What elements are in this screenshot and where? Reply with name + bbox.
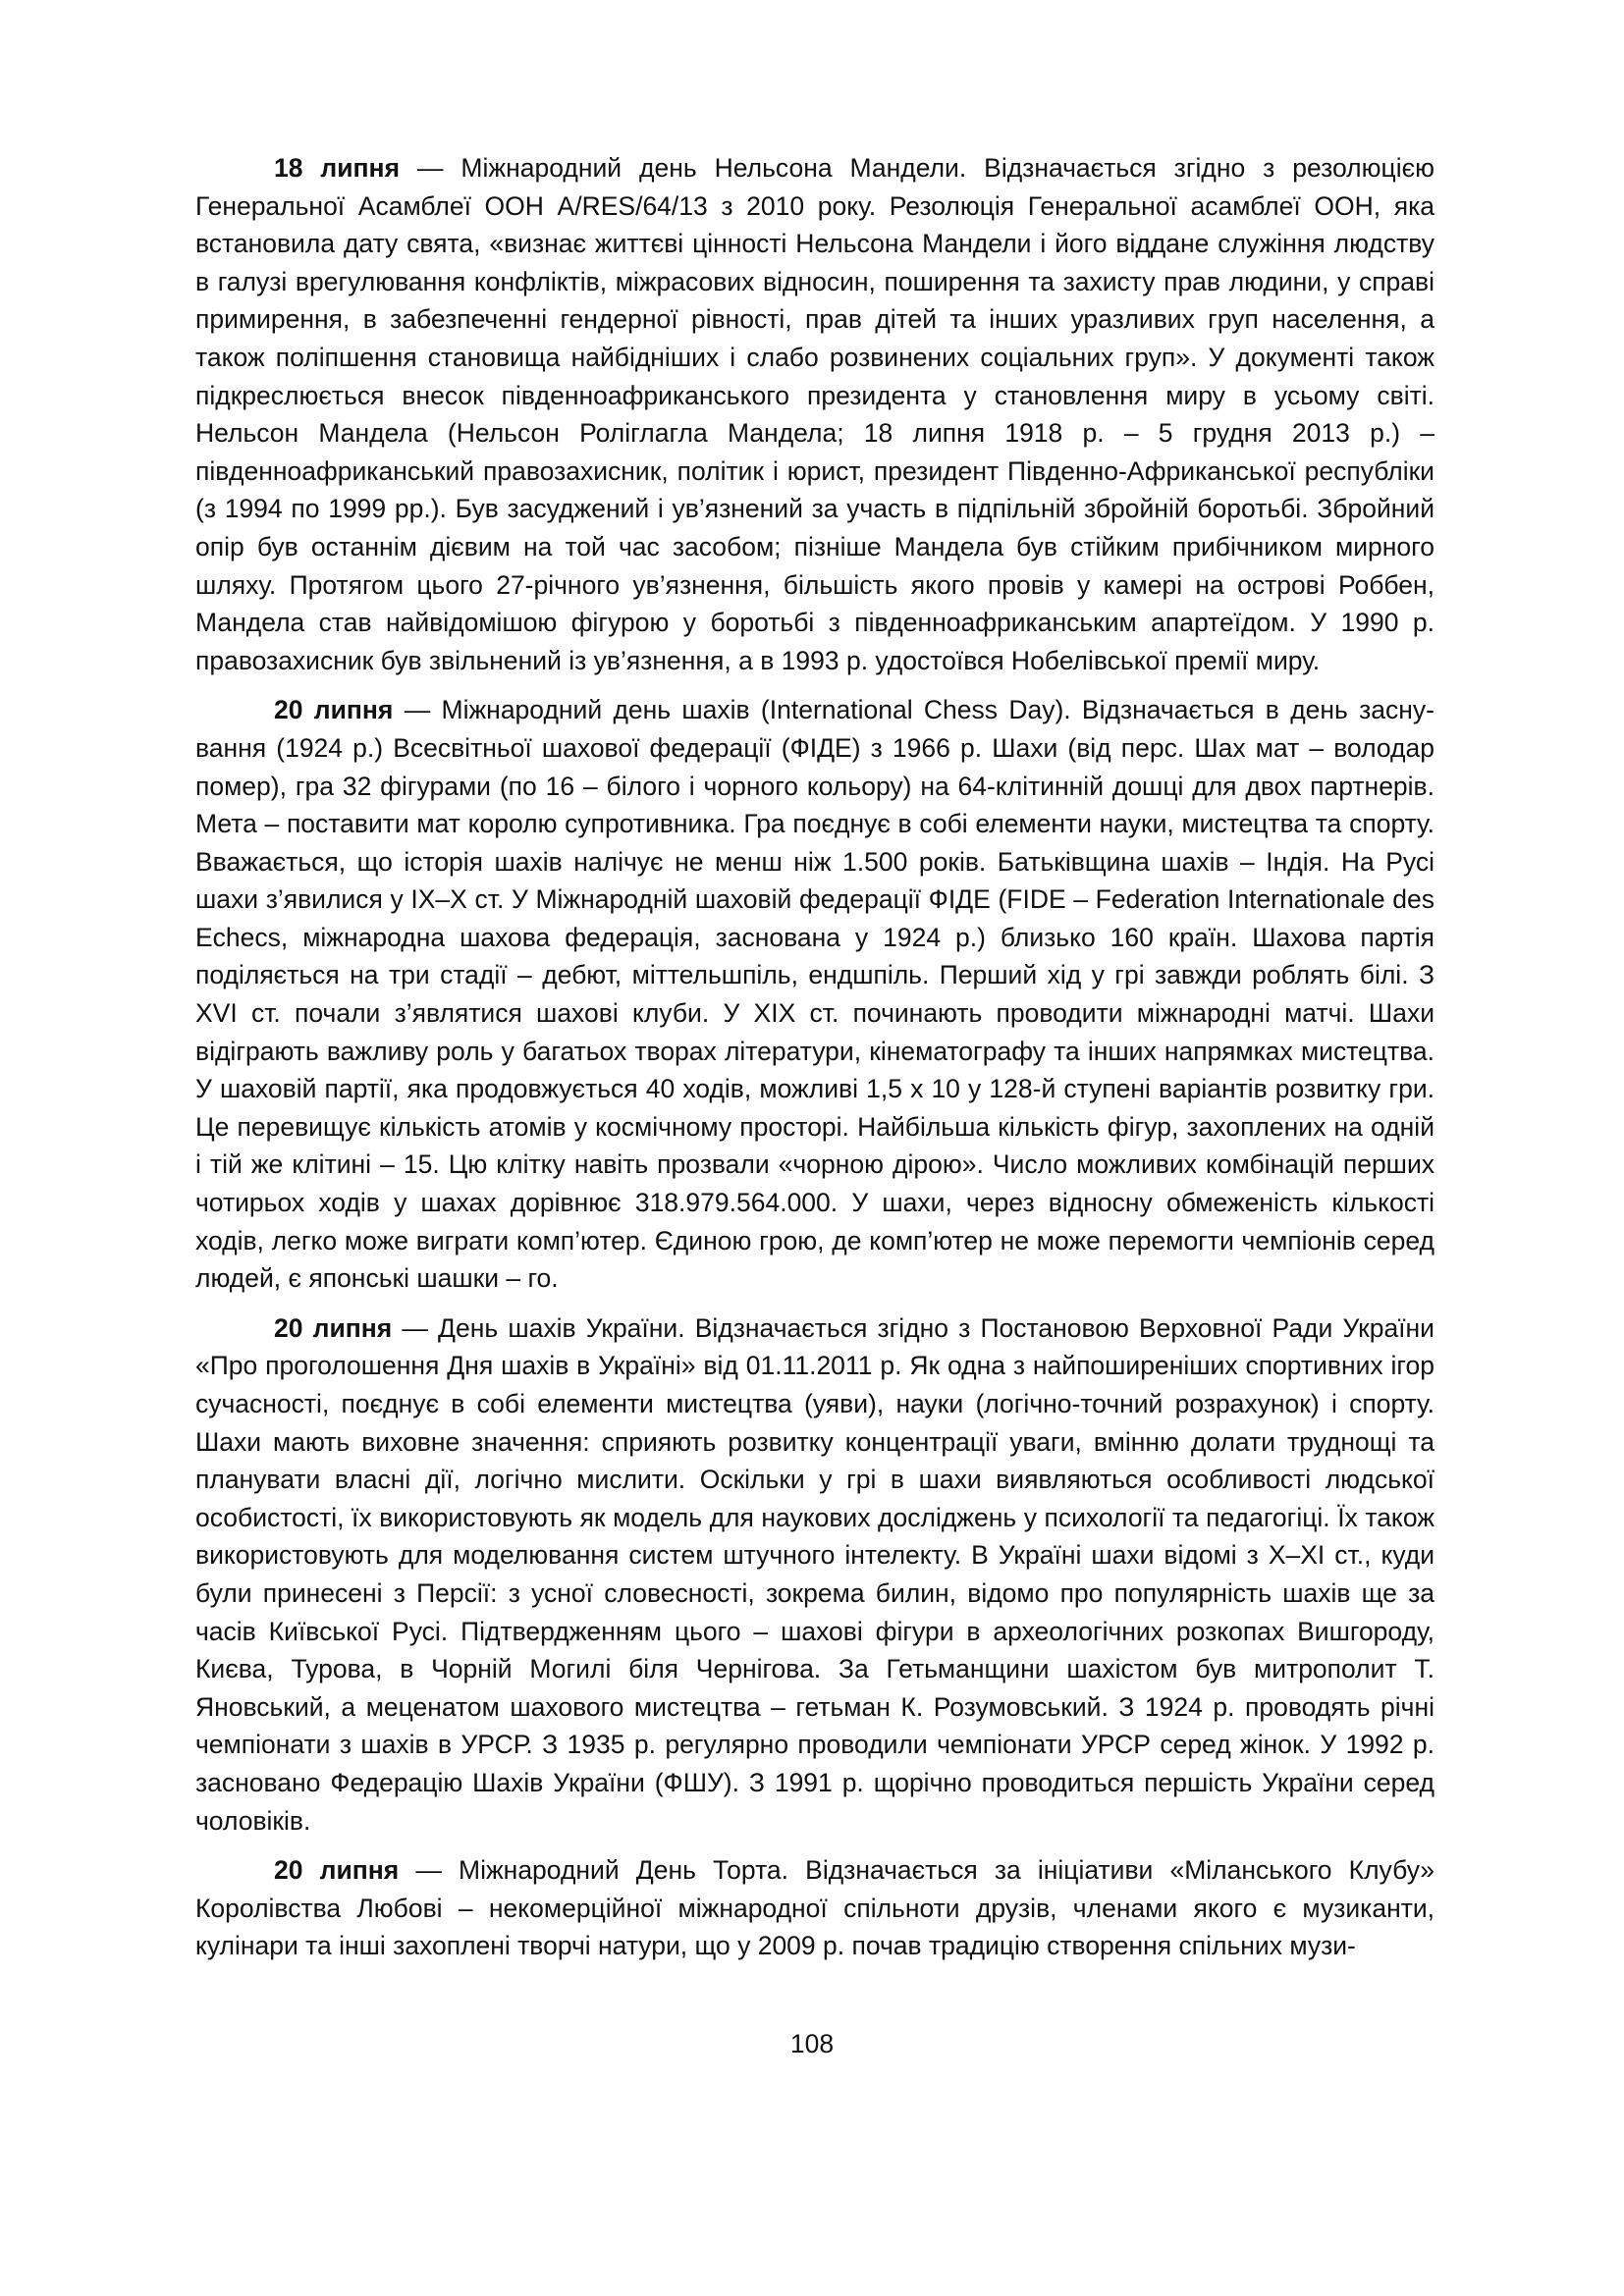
document-body [195, 149, 1435, 1977]
entry-ukraine-chess-day [195, 1309, 1435, 1840]
entry-text: — Міжнародний день Нельсона Мандели. Відзначається згідно з резолюцією Генеральної Асамблеї ООН A/RES/64/13 з 2010 року. Резолюція Генеральної асамблеї ООН, яка встановила дату свята, «визнає життєві цінності Нельсона Мандели і його віддане служіння людству в галузі врегулювання конфліктів, міжрасових відносин, поширення та захисту прав людини, у справі примирення, в забезпеченні гендерної рівності, прав дітей та інших уразливих груп населення, а також поліпшення становища найбідніших і слабо розвинених соціальних груп». У документі також підкреслюється внесок південноафриканського президента у становлення миру в усьому світі. Нельсон Мандела (Нельсон Роліглагла Мандела; 18 липня 1918 р. – 5 грудня 2013 р.) – південноафриканський правозахисник, політик і юрист, президент Південно-Африканської республіки (з 1994 по 1999 рр.). Був засуджений і ув’язнений за участь в підпільній збройній боротьбі. Збройний опір був останнім дієвим на той час засобом; пізніше Мандела був стійким прибічником мирного шляху. Протягом цього 27-річного ув’язнення, більшість якого провів у камері на острові Роббен, Мандела став найвідомішою фігурою у боротьбі з південноафриканським апартеїдом. У 1990 р. правозахисник був звільнений із ув’язнення, а в 1993 р. удостоївся Нобелівської премії миру. [195, 153, 1435, 675]
entry-mandela-day [195, 149, 1435, 679]
entry-text: — Міжнародний день шахів (International Chess Day). Відзначається в день заснування (1924 р.) Всесвітньої шахової федерації (ФІДЕ) з 1966 р. Шахи (від перс. Шах мат – володар помер), гра 32 фігурами (по 16 – білого і чорного кольору) на 64-клітинній дошці для двох партнерів. Мета – поставити мат королю супротивника. Гра поєднує в собі елементи науки, мистецтва та спорту. Вважається, що історія шахів налічує не менш ніж 1.500 років. Батьківщина шахів – Індія. На Русі шахи з’явилися у IX–X ст. У Міжнародній шаховій федерації ФІДЕ (FIDE – Federation Internationale des Echecs, міжнародна шахова федерація, заснована у 1924 р.) близько 160 країн. Шахова партія поділяється на три стадії – дебют, міттельшпіль, ендшпіль. Перший хід у грі завжди роблять білі. З XVI ст. почали з’являтися шахові клуби. У XIX ст. починають проводити міжнародні матчі. Шахи відіграють важливу роль у багатьох творах літератури, кінематографу та інших напрямках мистецтва. У шаховій партії, яка продовжується 40 ходів, можливі 1,5 х 10 у 128-й ступені варіантів розвитку гри. Це перевищує кількість атомів у космічному просторі. Найбільша кількість фігур, захоплених на одній і тій же клітині – 15. Цю клітку навіть прозвали «чорною дірою». Число можливих комбінацій перших чотирьох ходів у шахах дорівнює 318.979.564.000. У шахи, через відносну обмеженість кількості ходів, легко може виграти комп’ютер. Єдиною грою, де комп’ютер не може перемогти чемпіонів серед людей, є японські шашки – го. [195, 695, 1435, 1294]
entry-date: 20 липня [274, 1312, 393, 1343]
entry-date: 18 липня [274, 153, 401, 183]
entry-text: — Міжнародний День Торта. Відзначається за ініціативи «Міланського Клубу» Королівства Любові – некомерційної міжнародної спільноти друзів, членами якого є музиканти, кулінари та інші захоплені творчі натури, що у 2009 р. почав традицію створення спільних музи- [195, 1855, 1435, 1961]
entry-date: 20 липня [274, 1855, 400, 1886]
entry-international-chess-day [195, 691, 1435, 1298]
entry-date: 20 липня [274, 695, 394, 725]
page-number: 108 [789, 2029, 835, 2058]
entry-text: — День шахів України. Відзначається згідно з Постановою Верховної Ради України «Про проголошення Дня шахів в Україні» від 01.11.2011 р. Як одна з найпоширеніших спортивних ігор сучасності, поєднує в собі елементи мистецтва (уяви), науки (логічно-точний розрахунок) і спорту. Шахи мають виховне значення: сприяють розвитку концентрації уваги, вмінню долати труднощі та планувати власні дії, логічно мислити. Оскільки у грі в шахи виявляються особливості людської особистості, їх використовують як модель для наукових досліджень у психології та педагогіці. Їх також використовують для моделювання систем штучного інтелекту. В Україні шахи відомі з X–XI ст., куди були принесені з Персії: з усної словесності, зокрема билин, відомо про популярність шахів ще за часів Київської Русі. Підтвердженням цього – шахові фігури в археологічних розкопах Вишгороду, Києва, Турова, в Чорній Могилі біля Чернігова. За Гетьманщини шахістом був митрополит Т. Яновський, а меценатом шахового мистецтва – гетьман К. Розумовський. З 1924 р. проводять річні чемпіонати з шахів в УРСР. З 1935 р. регулярно проводили чемпіонати УРСР серед жінок. У 1992 р. засновано Федерацію Шахів України (ФШУ). З 1991 р. щорічно проводиться першість України серед чоловіків. [195, 1312, 1435, 1836]
entry-cake-day [195, 1851, 1435, 1965]
